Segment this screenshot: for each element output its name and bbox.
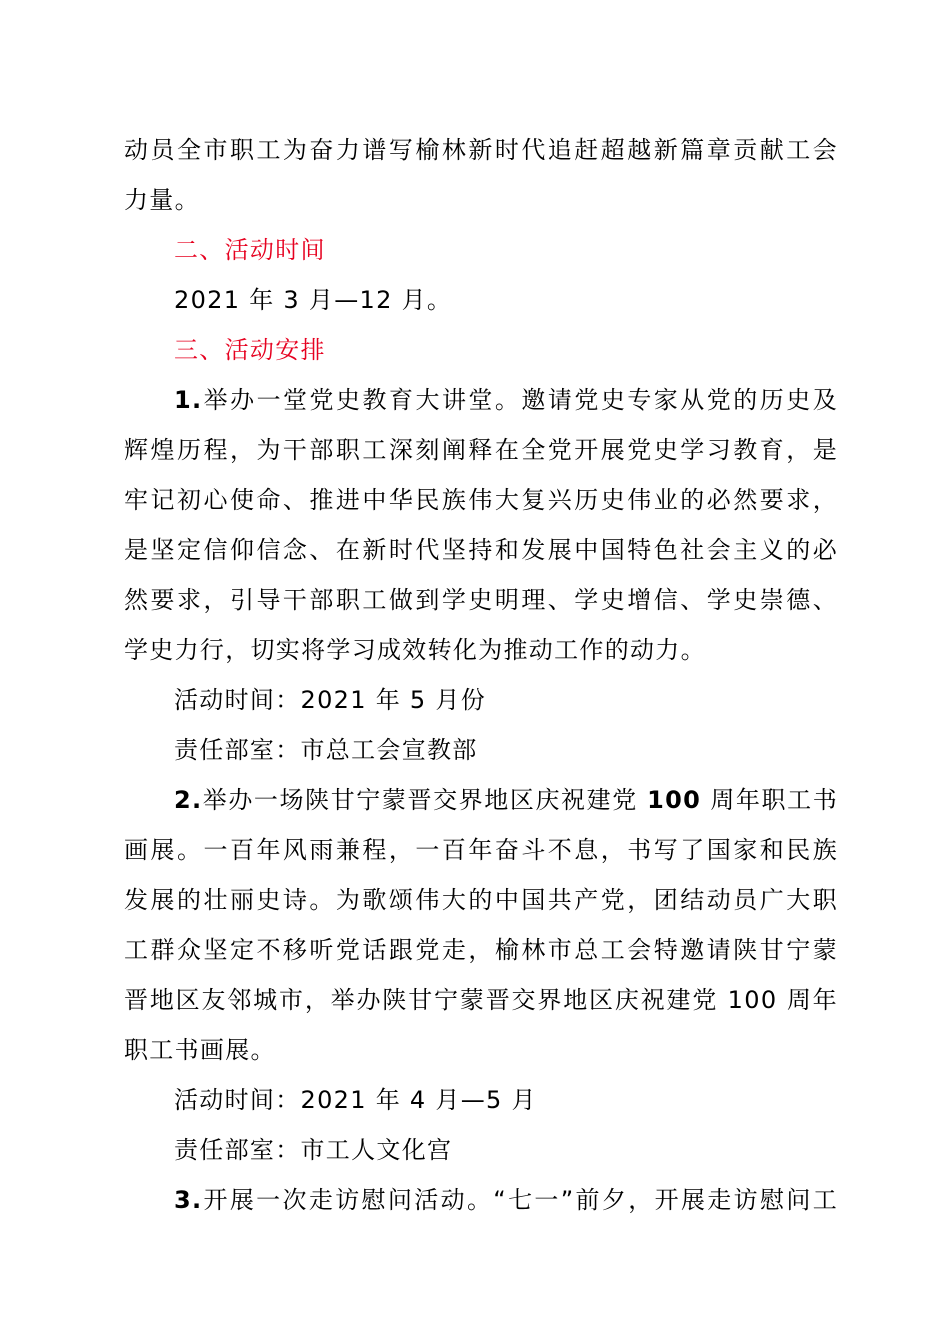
text-line: 力量。 (124, 186, 200, 214)
item1-title: 举办一堂党史教育大讲堂。邀请党史专家从党的历史及 (202, 386, 838, 414)
text-line: 动员全市职工为奋力谱写榆林新时代追赶超越新篇章贡献工会 (124, 136, 838, 164)
text-line: 牢记初心使命、推进中华民族伟大复兴历史伟业的必然要求， (124, 486, 838, 514)
section-heading-activity-arrangement: 三、活动安排 (174, 336, 326, 364)
item2-department: 责任部室：市工人文化宫 (174, 1136, 453, 1164)
item2-title-a: 举办一场陕甘宁蒙晋交界地区庆祝建党 (202, 786, 638, 814)
text-line: 发展的壮丽史诗。为歌颂伟大的中国共产党，团结动员广大职 (124, 886, 838, 914)
item3-first-line (124, 1175, 838, 1225)
section-heading-activity-time: 二、活动时间 (174, 236, 326, 264)
text-line: 是坚定信仰信念、在新时代坚持和发展中国特色社会主义的必 (124, 536, 838, 564)
item2-title-b: 周年职工书 (710, 786, 838, 814)
item2-first-line (124, 775, 838, 825)
text-line: 学史力行，切实将学习成效转化为推动工作的动力。 (124, 636, 706, 664)
text-line: 画展。一百年风雨兼程，一百年奋斗不息，书写了国家和民族 (124, 836, 838, 864)
item2-number: 2. (174, 786, 203, 814)
item3-number: 3. (174, 1186, 203, 1214)
text-line: 然要求，引导干部职工做到学史明理、学史增信、学史崇德、 (124, 586, 838, 614)
item3-title: 开展一次走访慰问活动。“七一”前夕，开展走访慰问工 (202, 1186, 838, 1214)
item1-department: 责任部室：市总工会宣教部 (174, 736, 478, 764)
activity-period: 2021 年 3 月—12 月。 (174, 286, 453, 314)
item1-first-line (124, 375, 838, 425)
document-body (124, 125, 838, 1225)
text-line: 工群众坚定不移听党话跟党走，榆林市总工会特邀请陕甘宁蒙 (124, 936, 838, 964)
item1-number: 1. (174, 386, 203, 414)
text-line: 辉煌历程，为干部职工深刻阐释在全党开展党史学习教育，是 (124, 436, 838, 464)
text-line: 职工书画展。 (124, 1036, 276, 1064)
item2-title-number: 100 (647, 786, 702, 814)
item2-time: 活动时间：2021 年 4 月—5 月 (174, 1086, 537, 1114)
item1-time: 活动时间：2021 年 5 月份 (174, 686, 487, 714)
text-line: 晋地区友邻城市，举办陕甘宁蒙晋交界地区庆祝建党 100 周年 (124, 986, 838, 1014)
